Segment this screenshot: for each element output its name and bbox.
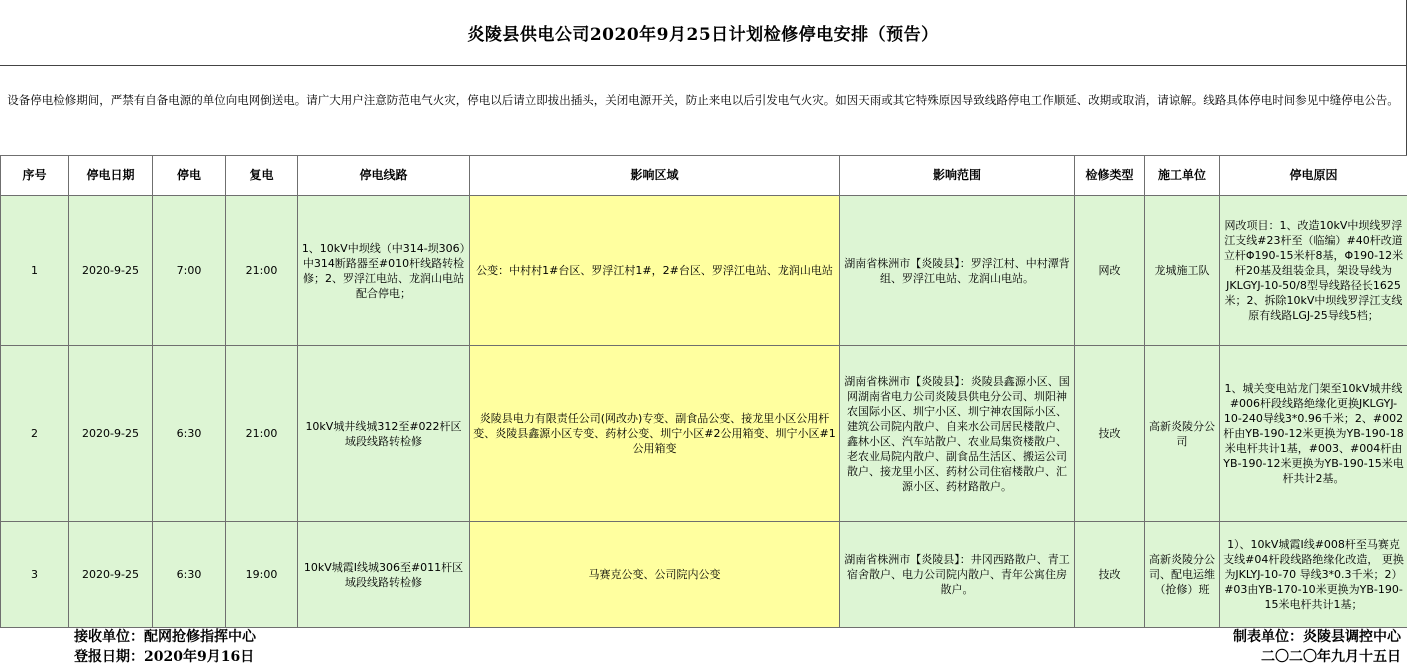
cell-area: 公变：中村村1#台区、罗浮江村1#，2#台区、罗浮江电站、龙润山电站 — [470, 196, 840, 346]
cell-range: 湖南省株洲市【炎陵县】：井冈西路散户、青工宿舍散户、电力公司院内散户、青年公寓住房散户。 — [840, 522, 1075, 628]
cell-on: 19:00 — [226, 522, 298, 628]
table-row — [1, 522, 1407, 628]
cell-range: 湖南省株洲市【炎陵县】：炎陵县鑫源小区、国网湖南省电力公司炎陵县供电分公司、圳阳神农国际小区、圳宁小区、圳宁神农国际小区、建筑公司院内散户、自来水公司居民楼散户、鑫林小区、汽车站散户、农业局集资楼散户、老农业局院内散户、副食品生活区、搬运公司散户、接龙里小区、药材公司住宿楼散户、汇源小区、药材路散户。 — [840, 346, 1075, 522]
footer-right — [1233, 627, 1401, 667]
cell-reason: 网改项目：1、改造10kV中坝线罗浮江支线#23杆至（临编）#40杆改道立杆Φ190-15米杆8基，Φ190-12米杆20基及组装金具，架设导线为JKLGYJ-10-50/8型导线路径长1625米；2、拆除10kV中坝线罗浮江支线原有线路LGJ-25导线5档； — [1220, 196, 1407, 346]
cell-off: 7:00 — [153, 196, 226, 346]
cell-no: 3 — [1, 522, 69, 628]
cell-type: 技改 — [1075, 522, 1145, 628]
table-header-row — [1, 156, 1407, 196]
cell-type: 网改 — [1075, 196, 1145, 346]
header-type: 检修类型 — [1075, 156, 1145, 196]
cell-area: 马赛克公变、公司院内公变 — [470, 522, 840, 628]
cell-range: 湖南省株洲市【炎陵县】：罗浮江村、中村潭背组、罗浮江电站、龙润山电站。 — [840, 196, 1075, 346]
receiver-unit: 接收单位：配网抢修指挥中心 — [74, 629, 256, 645]
table-row — [1, 196, 1407, 346]
notice-text: 设备停电检修期间，严禁有自备电源的单位向电网倒送电。请广大用户注意防范电气火灾，停电以后请立即拔出插头，关闭电源开关，防止来电以后引发电气火灾。如因天雨或其它特殊原因导致线路停电工作顺延、改期或取消，请谅解。线路具体停电时间参见中缝停电公告。 — [0, 66, 1407, 155]
header-on: 复电 — [226, 156, 298, 196]
cell-off: 6:30 — [153, 522, 226, 628]
cell-area: 炎陵县电力有限责任公司(网改办)专变、副食品公变、接龙里小区公用杆变、炎陵县鑫源小区专变、药材公变、圳宁小区#2公用箱变、圳宁小区#1公用箱变 — [470, 346, 840, 522]
make-date: 二〇二〇年九月十五日 — [1261, 649, 1401, 665]
header-reason: 停电原因 — [1220, 156, 1407, 196]
cell-type: 技改 — [1075, 346, 1145, 522]
cell-line: 10kV城霞Ⅰ线城306至#011杆区域段线路转检修 — [298, 522, 470, 628]
cell-no: 2 — [1, 346, 69, 522]
cell-date: 2020-9-25 — [69, 196, 153, 346]
cell-date: 2020-9-25 — [69, 522, 153, 628]
cell-date: 2020-9-25 — [69, 346, 153, 522]
header-no: 序号 — [1, 156, 69, 196]
outage-table — [0, 155, 1407, 628]
maker-unit: 制表单位：炎陵县调控中心 — [1233, 629, 1401, 645]
cell-on: 21:00 — [226, 196, 298, 346]
header-unit: 施工单位 — [1145, 156, 1220, 196]
cell-on: 21:00 — [226, 346, 298, 522]
header-date: 停电日期 — [69, 156, 153, 196]
cell-reason: 1）、10kV城霞Ⅰ线#008杆至马赛克支线#04杆段线路绝缘化改造， 更换为JKLYJ-10-70 导线3*0.3千米；2）#03由YB-170-10米更换为YB-190-15米电杆共计1基； — [1220, 522, 1407, 628]
report-date: 登报日期：2020年9月16日 — [74, 649, 255, 665]
table-row — [1, 346, 1407, 522]
header-area: 影响区域 — [470, 156, 840, 196]
cell-line: 10kV城井线城312至#022杆区域段线路转检修 — [298, 346, 470, 522]
page-title: 炎陵县供电公司2020年9月25日计划检修停电安排（预告） — [467, 25, 939, 45]
cell-line: 1、10kV中坝线（中314-坝306）中314断路器至#010杆线路转检修；2、罗浮江电站、龙润山电站配合停电； — [298, 196, 470, 346]
cell-unit: 高新炎陵分公司 — [1145, 346, 1220, 522]
footer-left — [74, 627, 256, 667]
header-line: 停电线路 — [298, 156, 470, 196]
cell-unit: 龙城施工队 — [1145, 196, 1220, 346]
cell-no: 1 — [1, 196, 69, 346]
cell-unit: 高新炎陵分公司、配电运维（抢修）班 — [1145, 522, 1220, 628]
header-off: 停电 — [153, 156, 226, 196]
cell-off: 6:30 — [153, 346, 226, 522]
header-range: 影响范围 — [840, 156, 1075, 196]
cell-reason: 1、城关变电站龙门架至10kV城井线#006杆段线路绝缘化更换JKLGYJ-10-240导线3*0.96千米；2、#002杆由YB-190-12米更换为YB-190-18米电杆共计1基，#003、#004杆由YB-190-12米更换为YB-190-15米电杆共计2基。 — [1220, 346, 1407, 522]
title-box — [0, 0, 1407, 66]
